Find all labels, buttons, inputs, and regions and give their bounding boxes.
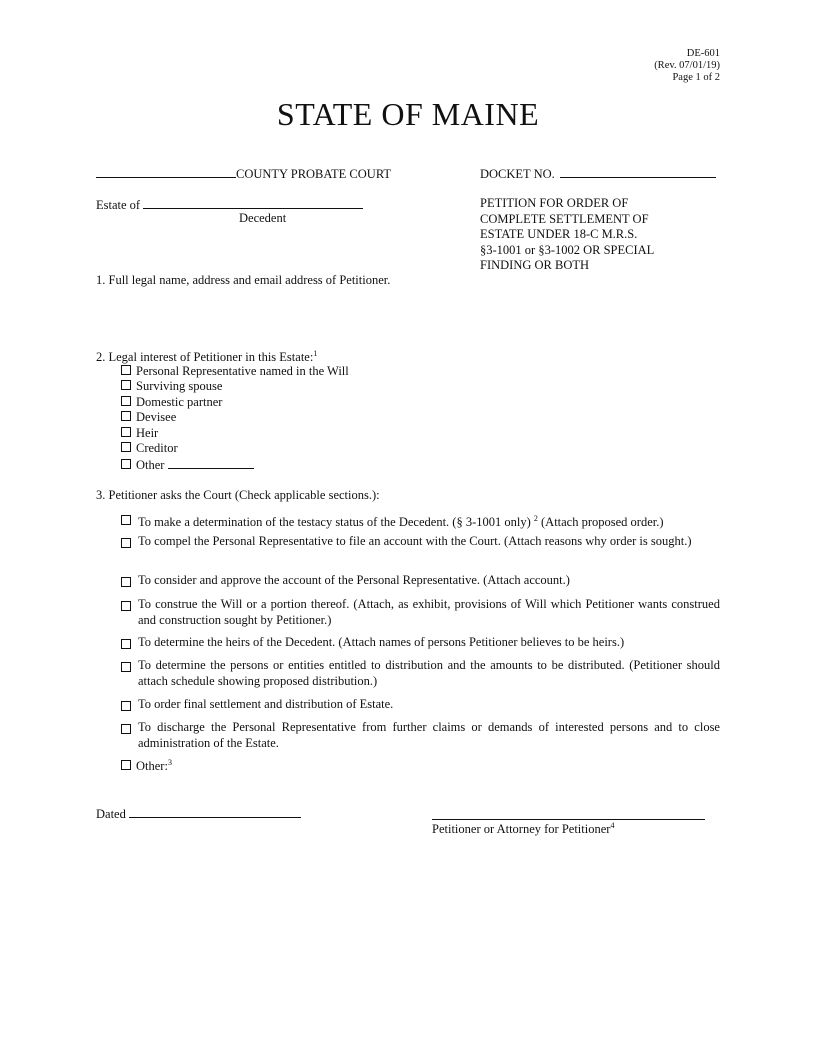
interest-option[interactable] <box>121 395 349 410</box>
checkbox[interactable] <box>121 427 131 437</box>
interest-option-label: Other <box>136 458 165 473</box>
checkbox[interactable] <box>121 724 131 734</box>
request-text: To make a determination of the testacy status of the Decedent. (§ 3-1001 only) <box>138 515 534 529</box>
checkbox[interactable] <box>121 577 131 587</box>
request-option[interactable] <box>121 697 720 713</box>
request-option-label: To order final settlement and distribution of Estate. <box>138 697 394 711</box>
interest-option[interactable] <box>121 456 349 473</box>
checkbox[interactable] <box>121 662 131 672</box>
request-option[interactable] <box>121 597 720 628</box>
decedent-label: Decedent <box>239 211 287 225</box>
request-option[interactable] <box>121 720 720 751</box>
petition-title <box>480 196 654 274</box>
item-1-heading: 1. Full legal name, address and email address of Petitioner. <box>96 273 391 287</box>
other-interest-field[interactable] <box>168 456 254 469</box>
interest-option[interactable] <box>121 426 349 441</box>
interest-option[interactable] <box>121 441 349 456</box>
item-3-heading: 3. Petitioner asks the Court (Check applicable sections.): <box>96 488 380 502</box>
request-option-label: To consider and approve the account of the Personal Representative. (Attach account.) <box>138 573 570 587</box>
request-option[interactable] <box>121 511 720 531</box>
court-line <box>96 165 391 182</box>
petitioner-label: Petitioner or Attorney for Petitioner <box>432 822 611 836</box>
interest-option-label: Domestic partner <box>136 394 223 409</box>
checkbox[interactable] <box>121 365 131 375</box>
date-field[interactable] <box>129 805 301 818</box>
petition-title-line: PETITION FOR ORDER OF <box>480 196 629 210</box>
footnote-3-marker: 3 <box>167 758 172 767</box>
request-suffix: (Attach proposed order.) <box>537 515 664 529</box>
interest-option-label: Personal Representative named in the Will <box>136 364 349 378</box>
footnote-4-marker: 4 <box>610 821 615 830</box>
docket-line <box>480 165 716 182</box>
petitioner-info-field[interactable] <box>112 292 720 342</box>
interest-options <box>121 364 349 474</box>
checkbox[interactable] <box>121 442 131 452</box>
petition-title-line: §3-1001 or §3-1002 OR SPECIAL <box>480 242 655 257</box>
checkbox[interactable] <box>121 760 131 770</box>
interest-option-label: Devisee <box>136 410 177 425</box>
interest-option[interactable] <box>121 379 349 394</box>
petition-title-line: FINDING OR BOTH <box>480 258 590 272</box>
checkbox[interactable] <box>121 538 131 548</box>
request-option-label: To determine the heirs of the Decedent. (Attach names of persons Petitioner believes to be heirs.) <box>138 635 625 649</box>
footnote-2-marker: 2 <box>533 514 538 523</box>
request-option[interactable] <box>121 658 720 689</box>
form-revision: (Rev. 07/01/19) <box>654 60 720 71</box>
item-2-text: 2. Legal interest of Petitioner in this Estate: <box>96 350 314 364</box>
page-number: Page 1 of 2 <box>672 72 720 83</box>
checkbox[interactable] <box>121 411 131 421</box>
checkbox[interactable] <box>121 396 131 406</box>
request-option-label: To determine the persons or entities entitled to distribution and the amounts to be distributed. (Petitioner should attach schedule showing proposed distribution.) <box>138 658 720 688</box>
signature-line[interactable] <box>432 819 705 820</box>
county-field[interactable] <box>96 165 236 178</box>
petition-title-line: ESTATE UNDER 18-C M.R.S. <box>480 227 638 241</box>
estate-line <box>96 196 363 213</box>
interest-option-label: Heir <box>136 425 159 440</box>
interest-option-label: Surviving spouse <box>136 379 223 394</box>
request-option-label: Other: <box>136 759 168 773</box>
interest-option[interactable] <box>121 410 349 425</box>
checkbox[interactable] <box>121 515 131 525</box>
docket-label: DOCKET NO. <box>480 167 555 181</box>
checkbox[interactable] <box>121 380 131 390</box>
request-option-label <box>121 511 720 531</box>
page-title: STATE OF MAINE <box>276 96 540 132</box>
interest-option[interactable] <box>121 364 349 379</box>
request-option-label: To discharge the Personal Representative from further claims or demands of interested persons and to close administration of the Estate. <box>138 720 720 750</box>
request-option-other[interactable] <box>121 758 172 774</box>
checkbox[interactable] <box>121 701 131 711</box>
dated-label: Dated <box>96 807 126 821</box>
estate-label: Estate of <box>96 198 141 212</box>
docket-field[interactable] <box>560 165 716 178</box>
estate-name-field[interactable] <box>143 196 363 209</box>
interest-option-label: Creditor <box>136 441 178 456</box>
request-option[interactable] <box>121 635 720 651</box>
checkbox[interactable] <box>121 639 131 649</box>
checkbox[interactable] <box>121 459 131 469</box>
request-option[interactable] <box>121 534 720 550</box>
item-2-heading <box>96 349 317 365</box>
dated-line <box>96 805 301 822</box>
petition-title-line: COMPLETE SETTLEMENT OF <box>480 211 649 226</box>
request-option[interactable] <box>121 573 720 589</box>
request-option-label: To construe the Will or a portion thereof. (Attach, as exhibit, provisions of Will which Petitioner wants construed and construction sought by Petitioner.) <box>138 597 720 627</box>
petitioner-signature-caption <box>432 821 614 837</box>
form-code <box>654 48 720 84</box>
court-label: COUNTY PROBATE COURT <box>236 167 392 181</box>
footnote-1-marker: 1 <box>313 349 318 358</box>
request-option-label: To compel the Personal Representative to file an account with the Court. (Attach reasons why order is sought.) <box>138 534 692 548</box>
form-number: DE-601 <box>686 48 720 59</box>
checkbox[interactable] <box>121 601 131 611</box>
